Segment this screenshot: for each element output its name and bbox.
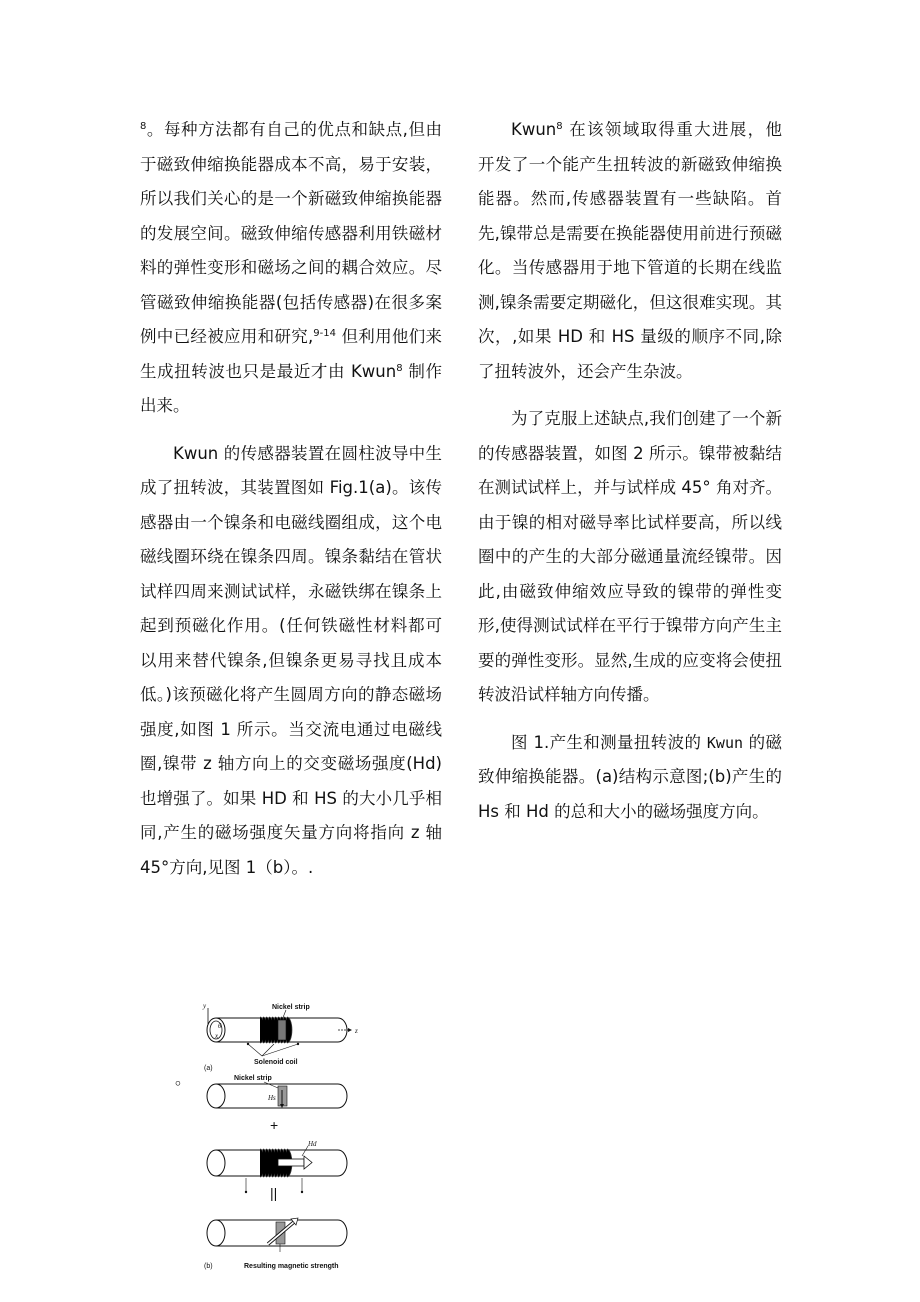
plus-sign: + bbox=[270, 1117, 279, 1133]
z-axis-label: z bbox=[355, 1027, 358, 1035]
footnote-ref: 8 bbox=[556, 121, 563, 132]
panel-b-label: (b) bbox=[204, 1263, 213, 1270]
resulting-strength-label: Resulting magnetic strength bbox=[244, 1263, 339, 1270]
right-paragraph-1: Kwun$^8$ 在该领域取得重大进展，他开发了一个能产生扭转波的新磁致伸缩换能器。然而,传感器装置有一些缺陷。首先,镍带总是需要在换能器使用前进行预磁化。当传感器用于地下管道的长期在线监测,镍条需要定期磁化，但这很难实现。其次，,如果 HD 和 HS 量级的顺序不同,除了扭转波外，还会产生杂波。 bbox=[478, 120, 782, 381]
x-axis-label: x bbox=[215, 1032, 219, 1040]
hd-label: Hd bbox=[308, 1140, 317, 1148]
solenoid-coil-label: Solenoid coil bbox=[254, 1059, 298, 1066]
nickel-strip-label-b: Nickel strip bbox=[234, 1075, 272, 1082]
stray-mark: 。 bbox=[175, 1069, 192, 1088]
left-paragraph-2: Kwun 的传感器装置在圆柱波导中生成了扭转波，其装置图如 Fig.1(a)。该传感器由一个镍条和电磁线圈组成，这个电磁线圈环绕在镍条四周。镍条黏结在管状试样四周来测试试样，永磁铁绑在镍条上起到预磁化作用。(任何铁磁性材料都可以用来替代镍条,但镍条更易寻找且成本低。)该预磁化将产生圆周方向的静态磁场强度,如图 1 所示。当交流电通过电磁线圈,镍带 z 轴方向上的交变磁场强度(Hd)也增强了。如果 HD 和 HS 的大小几乎相同,产生的磁场强度矢量方向将指向 z 轴 45°方向,见图 1（b）。. bbox=[140, 443, 442, 877]
panel-b-cylinder-1 bbox=[207, 1082, 347, 1108]
theta-label: θ bbox=[218, 1022, 222, 1030]
left-column bbox=[140, 113, 442, 885]
footnote-ref: 8 bbox=[396, 362, 403, 374]
figure-1 bbox=[198, 1000, 368, 1272]
right-column bbox=[478, 113, 782, 829]
left-paragraph-1: $^8$。每种方法都有自己的优点和缺点,但由于磁致伸缩换能器成本不高，易于安装，所以我们关心的是一个新磁致伸缩换能器的发展空间。磁致伸缩传感器利用铁磁材料的弹性变形和磁场之间的耦合效应。尽管磁致伸缩换能器(包括传感器)在很多案例中已经被应用和研究,$^{9-14}$ 但利用他们来生成扭转波也只是最近才由 Kwun$^8$ 制作出来。 bbox=[140, 120, 442, 415]
figure-1-diagram bbox=[198, 1000, 368, 1272]
panel-a-label: (a) bbox=[204, 1065, 213, 1072]
footnote-ref: 8 bbox=[140, 121, 147, 132]
y-axis-label: y bbox=[203, 1002, 207, 1010]
equals-sign: || bbox=[270, 1185, 278, 1201]
figure-caption: 图 1.产生和测量扭转波的 Kwun 的磁致伸缩换能器。(a)结构示意图;(b)产生的 Hs 和 Hd 的总和大小的磁场强度方向。 bbox=[478, 732, 782, 821]
footnote-ref: 9-14 bbox=[313, 328, 336, 339]
nickel-strip-label-a: Nickel strip bbox=[272, 1004, 310, 1011]
hs-label: Hs bbox=[268, 1094, 276, 1102]
panel-a-diagram bbox=[207, 1008, 352, 1056]
right-paragraph-2: 为了克服上述缺点,我们创建了一个新的传感器装置，如图 2 所示。镍带被黏结在测试试样上，并与试样成 45° 角对齐。由于镍的相对磁导率比试样要高，所以线圈中的产生的大部分磁通量流经镍带。因此,由磁致伸缩效应导致的镍带的弹性变形,使得测试试样在平行于镍带方向产生主要的弹性变形。显然,生成的应变将会使扭转波沿试样轴方向传播。 bbox=[478, 409, 782, 704]
panel-b-cylinder-3 bbox=[207, 1218, 347, 1252]
